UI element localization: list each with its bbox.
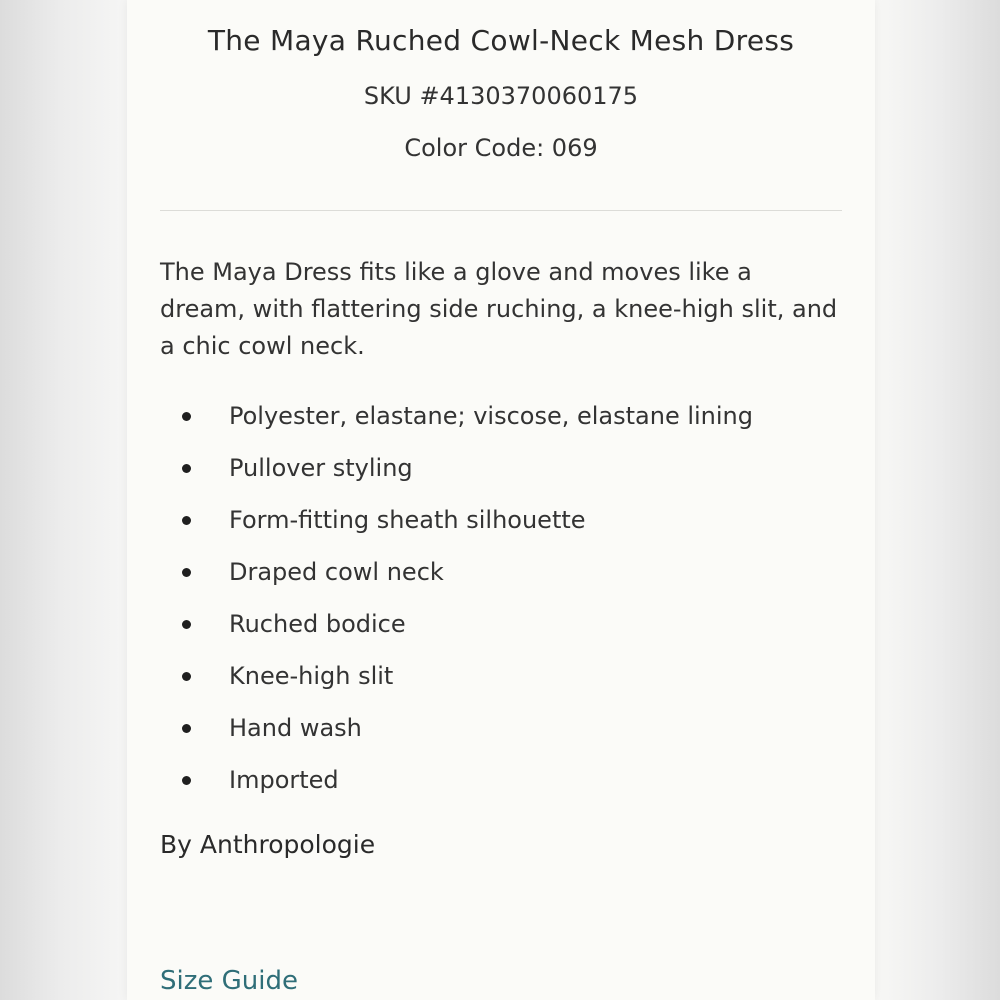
feature-item	[160, 552, 842, 604]
bullet-icon	[182, 672, 191, 681]
feature-label: Imported	[229, 766, 339, 794]
feature-label: Pullover styling	[229, 454, 413, 482]
product-color-code: Color Code: 069	[404, 134, 598, 162]
feature-label: Ruched bodice	[229, 610, 406, 638]
feature-item	[160, 448, 842, 500]
product-title: The Maya Ruched Cowl-Neck Mesh Dress	[207, 24, 795, 57]
feature-label: Hand wash	[229, 714, 362, 742]
feature-label: Form-fitting sheath silhouette	[229, 506, 586, 534]
feature-list	[160, 396, 842, 812]
feature-item	[160, 708, 842, 760]
bullet-icon	[182, 464, 191, 473]
feature-item	[160, 656, 842, 708]
feature-label: Polyester, elastane; viscose, elastane lining	[229, 402, 754, 430]
bullet-icon	[182, 568, 191, 577]
bullet-icon	[182, 724, 191, 733]
product-description: The Maya Dress fits like a glove and moves like a dream, with flattering side ruching, a knee-high slit, and a chic cowl neck.	[160, 258, 838, 360]
feature-label: Draped cowl neck	[229, 558, 444, 586]
product-sku: SKU #4130370060175	[363, 82, 639, 110]
size-guide-link[interactable]: Size Guide	[160, 966, 298, 996]
section-divider	[160, 210, 842, 211]
product-details-panel	[127, 0, 875, 1000]
feature-item	[160, 396, 842, 448]
bullet-icon	[182, 516, 191, 525]
feature-item	[160, 604, 842, 656]
feature-item	[160, 760, 842, 812]
feature-label: Knee-high slit	[229, 662, 394, 690]
bullet-icon	[182, 412, 191, 421]
bullet-icon	[182, 620, 191, 629]
bullet-icon	[182, 776, 191, 785]
feature-item	[160, 500, 842, 552]
product-brand: By Anthropologie	[160, 830, 376, 859]
